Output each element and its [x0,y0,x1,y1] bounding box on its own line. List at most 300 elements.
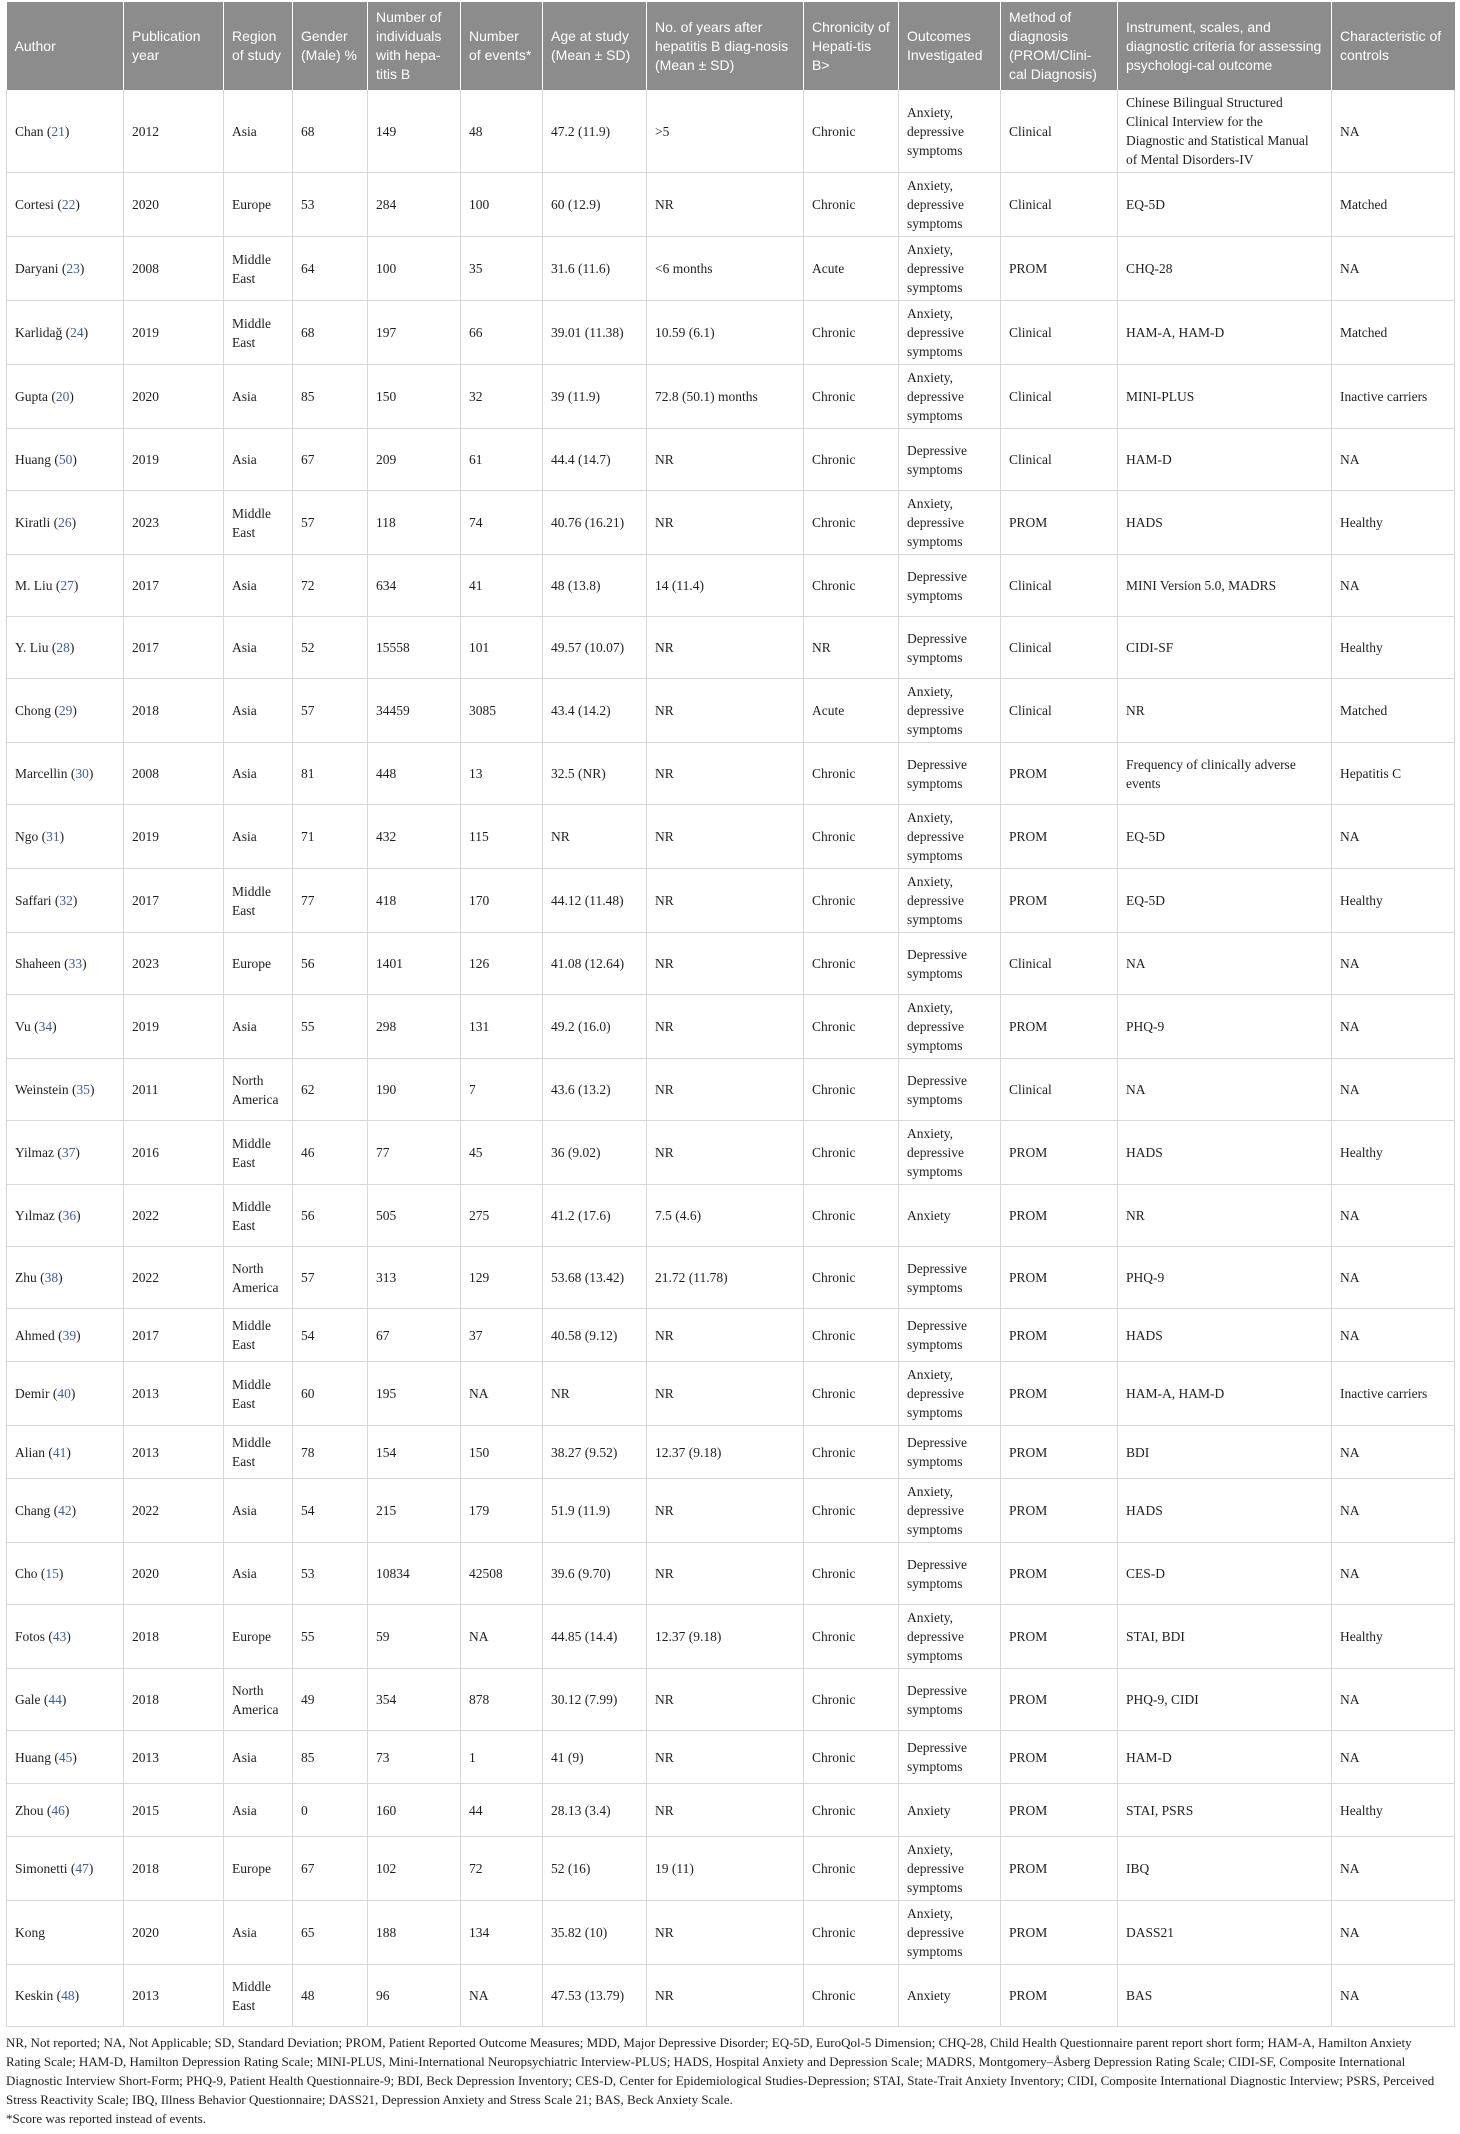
cell-instrument: CES-D [1118,1543,1332,1605]
cell-n: 149 [368,90,461,173]
cell-controls: NA [1332,237,1455,301]
citation-link[interactable]: 45 [58,1749,73,1765]
citation-link[interactable]: 30 [75,766,89,781]
cell-region: Asia [224,1784,293,1837]
cell-author: Zhou (46) [7,1784,124,1837]
cell-years: NR [647,1309,804,1362]
cell-year: 2018 [124,1605,224,1669]
table-row [7,679,1455,743]
cell-year: 2022 [124,1479,224,1543]
cell-author: Y. Liu (28) [7,617,124,679]
cell-outcome: Anxiety, depressive symptoms [899,1479,1001,1543]
cell-n: 67 [368,1309,461,1362]
cell-instrument: DASS21 [1118,1901,1332,1965]
cell-year: 2019 [124,429,224,491]
cell-age: 36 (9.02) [543,1121,647,1185]
cell-region: Asia [224,995,293,1059]
cell-method: PROM [1001,1965,1118,2027]
cell-outcome: Depressive symptoms [899,933,1001,995]
cell-n: 215 [368,1479,461,1543]
author-name: Simonetti [15,1861,68,1876]
cell-chronicity: Chronic [804,1121,899,1185]
table-row [7,491,1455,555]
cell-chronicity: Chronic [804,1605,899,1669]
cell-n: 73 [368,1731,461,1784]
cell-age: 40.58 (9.12) [543,1309,647,1362]
cell-chronicity: Chronic [804,1901,899,1965]
cell-year: 2020 [124,1543,224,1605]
cell-events: 35 [461,237,543,301]
citation-link[interactable]: 29 [58,703,73,718]
cell-n: 354 [368,1669,461,1731]
score-note: *Score was reported instead of events. [6,2111,206,2126]
cell-region: Asia [224,429,293,491]
cell-chronicity: Acute [804,679,899,743]
cell-region: North America [224,1247,293,1309]
cell-controls: NA [1332,1837,1455,1901]
cell-instrument: PHQ-9 [1118,1247,1332,1309]
cell-outcome: Depressive symptoms [899,1543,1001,1605]
cell-n: 59 [368,1605,461,1669]
citation-link[interactable]: 46 [51,1802,65,1818]
cell-controls: NA [1332,429,1455,491]
author-name: Saffari [15,893,52,908]
citation-link[interactable]: 23 [66,261,80,276]
cell-years: NR [647,1731,804,1784]
cell-events: 72 [461,1837,543,1901]
citation-link[interactable]: 47 [75,1861,89,1876]
cell-events: 170 [461,869,543,933]
cell-region: Europe [224,1605,293,1669]
cell-author: Cho (15) [7,1543,124,1605]
cell-n: 160 [368,1784,461,1837]
cell-events: 150 [461,1426,543,1479]
author-name: Vu [15,1019,31,1034]
cell-author: Vu (34) [7,995,124,1059]
citation-link[interactable]: 26 [58,515,72,530]
cell-controls: Hepatitis C [1332,743,1455,805]
table-row [7,173,1455,237]
cell-year: 2018 [124,1669,224,1731]
cell-years: 72.8 (50.1) months [647,365,804,429]
table-row [7,1784,1455,1837]
cell-gender: 49 [293,1669,368,1731]
cell-age: 43.6 (13.2) [543,1059,647,1121]
cell-instrument: CIDI-SF [1118,617,1332,679]
abbreviations-note: NR, Not reported; NA, Not Applicable; SD, Standard Deviation; PROM, Patient Reported Outcome Measures; MDD, Major Depressive Disorder; EQ-5D, EuroQol-5 Dimension; CHQ-28, Child Health Questionnaire parent report short form; HAM-A, Hamilton Anxiety Rating Scale; HAM-D, Hamilton Depression Rating Scale; MINI-PLUS, Mini-International Neuropsychiatric Interview-PLUS; HADS, Hospital Anxiety and Depression Scale; MADRS, Montgomery–Åsberg Depression Rating Scale; CIDI-SF, Composite International Diagnostic Interview Short-Form; PHQ-9, Patient Health Questionnaire-9; BDI, Beck Depression Inventory; CES-D, Center for Epidemiological Studies-Depression; STAI, State-Trait Anxiety Inventory; CIDI, Composite International Diagnostic Interview; PSRS, Perceived Stress Reactivity Scale; IBQ, Illness Behavior Questionnaire; DASS21, Depression Anxiety and Stress Scale 21; BAS, Beck Anxiety Scale. [6,2035,1435,2107]
citation-link[interactable]: 39 [62,1327,77,1343]
cell-years: NR [647,743,804,805]
cell-years: NR [647,933,804,995]
table-row [7,995,1455,1059]
cell-years: <6 months [647,237,804,301]
cell-controls: Healthy [1332,869,1455,933]
cell-chronicity: Chronic [804,743,899,805]
cell-years: 19 (11) [647,1837,804,1901]
cell-age: 41.2 (17.6) [543,1185,647,1247]
table-row [7,555,1455,617]
table-row [7,1426,1455,1479]
cell-age: 44.12 (11.48) [543,869,647,933]
cell-events: 42508 [461,1543,543,1605]
author-name: Yilmaz [15,1145,54,1160]
citation-link[interactable]: 42 [58,1503,72,1518]
cell-outcome: Depressive symptoms [899,743,1001,805]
cell-events: 44 [461,1784,543,1837]
cell-instrument: BDI [1118,1426,1332,1479]
cell-author: Demir (40) [7,1362,124,1426]
cell-age: 30.12 (7.99) [543,1669,647,1731]
cell-n: 34459 [368,679,461,743]
cell-year: 2022 [124,1247,224,1309]
cell-age: 39.6 (9.70) [543,1543,647,1605]
cell-method: Clinical [1001,555,1118,617]
cell-method: PROM [1001,1479,1118,1543]
cell-instrument: MINI-PLUS [1118,365,1332,429]
cell-author: Karlidağ (24) [7,301,124,365]
citation-link[interactable]: 21 [51,123,65,139]
cell-author: Yilmaz (37) [7,1121,124,1185]
cell-year: 2008 [124,743,224,805]
cell-instrument: NR [1118,1185,1332,1247]
cell-years: NR [647,1784,804,1837]
cell-events: 45 [461,1121,543,1185]
cell-method: PROM [1001,1784,1118,1837]
cell-outcome: Anxiety, depressive symptoms [899,679,1001,743]
cell-outcome: Anxiety, depressive symptoms [899,1901,1001,1965]
cell-n: 154 [368,1426,461,1479]
citation-link[interactable]: 36 [62,1208,77,1223]
cell-method: Clinical [1001,429,1118,491]
cell-years: NR [647,173,804,237]
cell-chronicity: Chronic [804,1059,899,1121]
cell-region: Middle East [224,1426,293,1479]
cell-author: Yılmaz (36) [7,1185,124,1247]
cell-year: 2013 [124,1965,224,2027]
cell-age: 32.5 (NR) [543,743,647,805]
cell-events: 13 [461,743,543,805]
table-row [7,1309,1455,1362]
cell-gender: 81 [293,743,368,805]
cell-age: 28.13 (3.4) [543,1784,647,1837]
cell-gender: 48 [293,1965,368,2027]
citation-link[interactable]: 41 [52,1444,67,1460]
cell-year: 2008 [124,237,224,301]
cell-outcome: Anxiety, depressive symptoms [899,90,1001,173]
cell-instrument: HADS [1118,1121,1332,1185]
cell-age: 48 (13.8) [543,555,647,617]
cell-gender: 72 [293,555,368,617]
cell-age: NR [543,1362,647,1426]
cell-year: 2017 [124,617,224,679]
col-method: Method of diagnosis (PROM/Clini-cal Diagnosis) [1001,2,1118,90]
cell-method: PROM [1001,1121,1118,1185]
cell-controls: Healthy [1332,1784,1455,1837]
cell-region: Middle East [224,1309,293,1362]
cell-region: Middle East [224,1965,293,2027]
author-name: Chan [15,123,44,139]
table-row [7,1362,1455,1426]
citation-link[interactable]: 27 [60,578,74,593]
cell-controls: NA [1332,555,1455,617]
author-name: Huang [15,1749,51,1765]
cell-outcome: Anxiety, depressive symptoms [899,995,1001,1059]
cell-events: 48 [461,90,543,173]
table-row [7,90,1455,173]
cell-n: 432 [368,805,461,869]
cell-method: Clinical [1001,617,1118,679]
cell-region: Europe [224,1837,293,1901]
cell-outcome: Depressive symptoms [899,1426,1001,1479]
cell-gender: 54 [293,1309,368,1362]
table-row [7,617,1455,679]
citation-link[interactable]: 22 [61,197,76,212]
cell-year: 2019 [124,301,224,365]
cell-gender: 62 [293,1059,368,1121]
cell-instrument: HAM-D [1118,429,1332,491]
cell-year: 2018 [124,679,224,743]
cell-outcome: Depressive symptoms [899,1309,1001,1362]
cell-region: Asia [224,1479,293,1543]
cell-chronicity: Chronic [804,90,899,173]
cell-years: >5 [647,90,804,173]
table-row [7,933,1455,995]
col-gender: Gender (Male) % [293,2,368,90]
citation-link[interactable]: 33 [68,956,83,971]
cell-chronicity: Chronic [804,1362,899,1426]
cell-years: 12.37 (9.18) [647,1426,804,1479]
cell-age: 47.53 (13.79) [543,1965,647,2027]
cell-region: Asia [224,1543,293,1605]
cell-n: 10834 [368,1543,461,1605]
cell-method: Clinical [1001,679,1118,743]
cell-age: 44.85 (14.4) [543,1605,647,1669]
studies-table [6,2,1455,2027]
cell-age: 47.2 (11.9) [543,90,647,173]
cell-gender: 77 [293,869,368,933]
cell-chronicity: Chronic [804,933,899,995]
table-row [7,1543,1455,1605]
cell-controls: NA [1332,1479,1455,1543]
col-instrument: Instrument, scales, and diagnostic criteria for assessing psychologi-cal outcome [1118,2,1332,90]
cell-age: 31.6 (11.6) [543,237,647,301]
cell-events: 101 [461,617,543,679]
table-row [7,1121,1455,1185]
citation-link[interactable]: 40 [57,1386,71,1401]
cell-year: 2022 [124,1185,224,1247]
cell-age: 51.9 (11.9) [543,1479,647,1543]
cell-controls: NA [1332,1543,1455,1605]
cell-method: Clinical [1001,173,1118,237]
cell-instrument: HADS [1118,491,1332,555]
cell-outcome: Anxiety [899,1185,1001,1247]
author-name: Kong [15,1925,45,1940]
cell-years: NR [647,1121,804,1185]
cell-instrument: PHQ-9 [1118,995,1332,1059]
cell-age: 39 (11.9) [543,365,647,429]
cell-outcome: Anxiety, depressive symptoms [899,237,1001,301]
cell-years: NR [647,617,804,679]
cell-method: PROM [1001,1309,1118,1362]
table-row [7,1479,1455,1543]
author-name: Zhu [15,1270,37,1285]
cell-gender: 67 [293,1837,368,1901]
cell-year: 2023 [124,491,224,555]
cell-age: 41 (9) [543,1731,647,1784]
citation-link[interactable]: 31 [46,829,60,844]
cell-outcome: Anxiety, depressive symptoms [899,1362,1001,1426]
cell-region: Asia [224,365,293,429]
cell-outcome: Anxiety, depressive symptoms [899,301,1001,365]
cell-chronicity: Chronic [804,995,899,1059]
col-controls: Characteristic of controls [1332,2,1455,90]
cell-controls: NA [1332,933,1455,995]
author-name: Huang [15,452,51,467]
cell-region: North America [224,1059,293,1121]
cell-method: PROM [1001,1247,1118,1309]
citation-link[interactable]: 38 [44,1270,59,1285]
cell-instrument: HADS [1118,1479,1332,1543]
author-name: Shaheen [15,956,61,971]
cell-instrument: EQ-5D [1118,805,1332,869]
cell-author: Cortesi (22) [7,173,124,237]
cell-gender: 71 [293,805,368,869]
cell-method: Clinical [1001,1059,1118,1121]
author-name: Marcellin [15,766,68,781]
cell-year: 2019 [124,995,224,1059]
cell-events: 129 [461,1247,543,1309]
col-events: Number of events* [461,2,543,90]
table-row [7,1185,1455,1247]
cell-method: PROM [1001,1837,1118,1901]
cell-instrument: MINI Version 5.0, MADRS [1118,555,1332,617]
cell-chronicity: Chronic [804,1669,899,1731]
cell-age: NR [543,805,647,869]
cell-n: 15558 [368,617,461,679]
cell-n: 284 [368,173,461,237]
cell-gender: 56 [293,933,368,995]
cell-instrument: HAM-A, HAM-D [1118,1362,1332,1426]
cell-outcome: Anxiety, depressive symptoms [899,869,1001,933]
cell-region: Asia [224,617,293,679]
cell-region: Middle East [224,1185,293,1247]
cell-n: 150 [368,365,461,429]
cell-region: Europe [224,173,293,237]
cell-gender: 57 [293,491,368,555]
cell-year: 2011 [124,1059,224,1121]
cell-age: 60 (12.9) [543,173,647,237]
cell-n: 634 [368,555,461,617]
cell-n: 100 [368,237,461,301]
cell-outcome: Depressive symptoms [899,429,1001,491]
author-name: Ahmed [15,1327,55,1343]
cell-method: PROM [1001,1605,1118,1669]
citation-link[interactable]: 15 [45,1566,59,1581]
citation-link[interactable]: 48 [61,1988,75,2003]
cell-outcome: Anxiety, depressive symptoms [899,365,1001,429]
cell-n: 102 [368,1837,461,1901]
table-row [7,301,1455,365]
author-name: Y. Liu [15,640,49,655]
citation-link[interactable]: 50 [58,452,73,467]
col-region: Region of study [224,2,293,90]
cell-region: Middle East [224,237,293,301]
citation-link[interactable]: 34 [38,1019,53,1034]
cell-n: 505 [368,1185,461,1247]
cell-region: North America [224,1669,293,1731]
author-name: Ngo [15,829,39,844]
col-individuals: Number of individuals with hepa-titis B [368,2,461,90]
cell-events: 179 [461,1479,543,1543]
cell-controls: NA [1332,1965,1455,2027]
cell-instrument: Frequency of clinically adverse events [1118,743,1332,805]
citation-link[interactable]: 37 [61,1145,76,1160]
cell-chronicity: Chronic [804,1426,899,1479]
cell-years: NR [647,1543,804,1605]
cell-author: Ngo (31) [7,805,124,869]
cell-chronicity: Chronic [804,805,899,869]
cell-events: 74 [461,491,543,555]
cell-controls: NA [1332,90,1455,173]
cell-author [7,1901,124,1965]
cell-gender: 68 [293,301,368,365]
cell-method: Clinical [1001,301,1118,365]
cell-method: Clinical [1001,90,1118,173]
cell-author: Huang (45) [7,1731,124,1784]
cell-age: 38.27 (9.52) [543,1426,647,1479]
table-row [7,1965,1455,2027]
cell-gender: 68 [293,90,368,173]
cell-gender: 65 [293,1901,368,1965]
cell-controls: NA [1332,1309,1455,1362]
cell-year: 2013 [124,1731,224,1784]
cell-controls: NA [1332,995,1455,1059]
author-name: Zhou [15,1802,44,1818]
author-name: Cortesi [15,197,54,212]
citation-link[interactable]: 35 [76,1082,91,1097]
cell-instrument: BAS [1118,1965,1332,2027]
col-outcomes: Outcomes Investigated [899,2,1001,90]
cell-events: 131 [461,995,543,1059]
cell-age: 53.68 (13.42) [543,1247,647,1309]
cell-years: NR [647,995,804,1059]
table-row [7,1669,1455,1731]
citation-link[interactable]: 24 [70,325,84,340]
citation-link[interactable]: 28 [56,640,70,655]
citation-link[interactable]: 44 [48,1692,62,1707]
cell-instrument: HAM-D [1118,1731,1332,1784]
cell-method: PROM [1001,995,1118,1059]
cell-method: PROM [1001,1669,1118,1731]
cell-controls: Matched [1332,173,1455,237]
citation-link[interactable]: 43 [52,1629,67,1644]
table-row [7,1059,1455,1121]
cell-region: Asia [224,90,293,173]
author-name: Daryani [15,261,59,276]
cell-method: PROM [1001,1426,1118,1479]
citation-link[interactable]: 20 [55,389,70,404]
cell-outcome: Depressive symptoms [899,1059,1001,1121]
citation-link[interactable]: 32 [59,893,73,908]
table-row [7,869,1455,933]
cell-author: M. Liu (27) [7,555,124,617]
cell-outcome: Anxiety, depressive symptoms [899,491,1001,555]
cell-instrument: Chinese Bilingual Structured Clinical Interview for the Diagnostic and Statistical Manual of Mental Disorders-IV [1118,90,1332,173]
cell-author: Ahmed (39) [7,1309,124,1362]
cell-gender: 53 [293,1543,368,1605]
cell-instrument: NA [1118,1059,1332,1121]
cell-years: NR [647,1901,804,1965]
